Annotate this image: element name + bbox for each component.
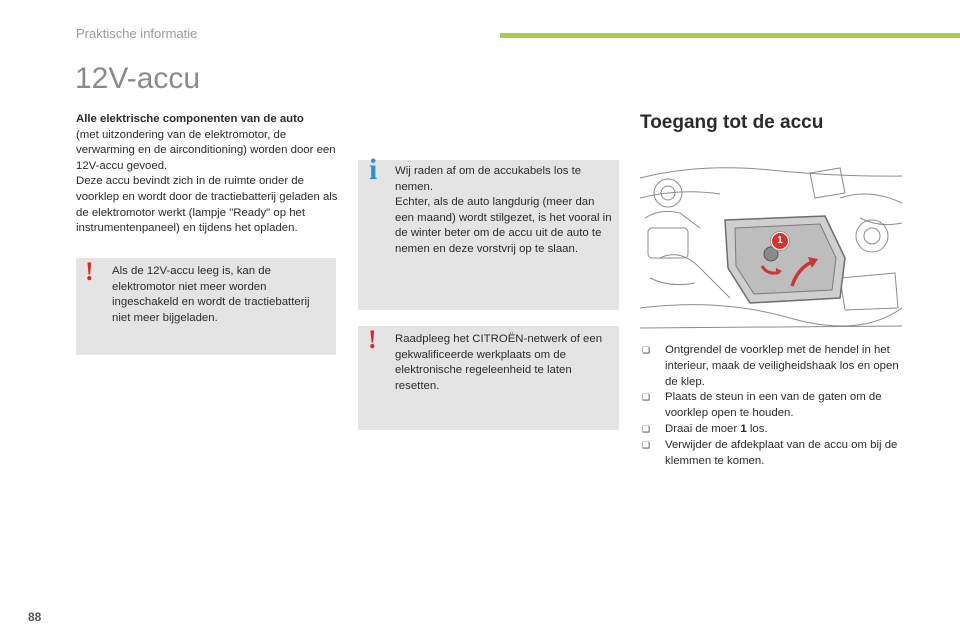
step-item [642,438,904,470]
intro-paragraph [76,112,338,237]
checkbox-bullet-icon: ❏ [642,392,651,403]
info-callout-text [395,164,613,258]
step-text: Ontgrendel de voorklep met de hendel in het interieur, maak de veiligheidshaak los en open de klep. [665,344,899,388]
page-title: 12V-accu [75,62,201,95]
intro-body-2: Deze accu bevindt zich in de ruimte onder de voorklep en wordt door de tractiebatterij geladen als de elektromotor werkt (lampje "Ready" op het instrumentenpaneel) en tijdens het opladen. [76,175,338,235]
info-icon: i [369,153,378,186]
step-item [642,343,904,390]
callout-marker-1: 1 [771,232,789,250]
instruction-steps [642,343,904,469]
warning-exclamation-icon: ! [85,257,94,286]
step-text-bold: 1 [740,422,747,435]
intro-body-1: (met uitzondering van de elektromotor, de verwarming en de airconditioning) worden door een 12V-accu gevoed. [76,128,336,172]
warning-callout-text: Als de 12V-accu leeg is, kan de elektromotor niet meer worden ingeschakeld en wordt de tractiebatterij niet meer bijgeladen. [112,265,310,324]
checkbox-bullet-icon: ❏ [642,423,651,434]
header-accent-bar [500,33,960,38]
step-text: Verwijder de afdekplaat van de accu om bij de klemmen te komen. [665,438,898,467]
checkbox-bullet-icon: ❏ [642,345,651,355]
warning-callout-reset [358,326,619,430]
intro-lead: Alle elektrische componenten van de auto [76,113,304,125]
engine-bay-drawing [640,158,902,334]
page-number: 88 [28,610,42,624]
info-callout-cables [358,153,619,310]
checkbox-bullet-icon: ❏ [642,439,651,450]
step-text-suffix: los. [749,422,768,435]
step-text: Plaats de steun in een van de gaten om de voorklep open te houden. [665,391,882,420]
step-text-prefix: Draai de moer [665,422,738,435]
warning-callout-battery [76,258,336,355]
section-title: Praktische informatie [76,26,198,41]
info-callout-text-1: Wij raden af om de accukabels los te nemen. [395,165,582,193]
step-item [642,390,904,422]
warning-callout-text: Raadpleeg het CITROËN-netwerk of een gekwalificeerde werkplaats om de elektronische regeleenheid te laten resetten. [395,333,603,392]
section-heading: Toegang tot de accu [640,112,824,133]
engine-bay-illustration [640,158,902,334]
step-item [642,422,904,438]
warning-exclamation-icon: ! [368,325,377,354]
info-callout-text-2: Echter, als de auto langdurig (meer dan een maand) wordt stilgezet, is het vooral in de winter beter om de accu uit de auto te nemen en deze vorstvrij op te slaan. [395,196,612,255]
